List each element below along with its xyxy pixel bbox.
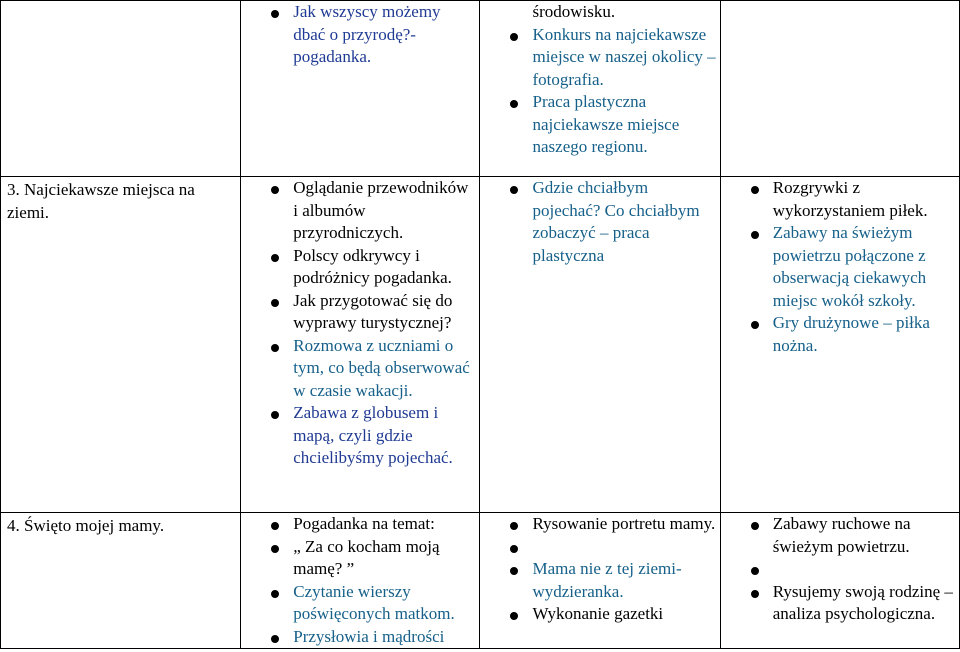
list-item-text: Gry drużynowe – piłka nożna. xyxy=(772,313,930,355)
topic-label: 3. Najciekawsze miejsca na ziemi. xyxy=(7,180,195,222)
bullet-icon xyxy=(271,411,279,419)
list-item-text: Jak wszyscy możemy dbać o przyrodę?- pogadanka. xyxy=(293,2,441,66)
bullet-icon xyxy=(271,186,279,194)
bullet-icon xyxy=(271,10,279,18)
list-item-text: Rozgrywki z wykorzystaniem piłek. xyxy=(772,178,928,220)
list-item xyxy=(480,1,719,24)
list-item xyxy=(480,603,719,626)
topic-cell xyxy=(1,177,241,513)
list-item-text: Oglądanie przewodników i albumów przyrodniczych. xyxy=(293,178,469,242)
list-item xyxy=(480,513,719,536)
list-item xyxy=(721,558,959,581)
list-item xyxy=(241,290,479,335)
activities-cell xyxy=(720,1,959,177)
list-item-text: Przysłowia i mądrości xyxy=(293,626,445,646)
list-item xyxy=(721,222,959,312)
bullet-list xyxy=(241,1,479,69)
list-item xyxy=(721,177,959,222)
list-item-text: Czytanie wierszy poświęconych matkom. xyxy=(293,581,455,623)
topic-label xyxy=(1,1,240,5)
bullet-icon xyxy=(751,590,759,598)
activities-cell xyxy=(241,513,480,649)
bullet-icon xyxy=(751,186,759,194)
list-item-text: Mama nie z tej ziemi-wydzieranka. xyxy=(532,559,682,601)
topic-label: 4. Święto mojej mamy. xyxy=(7,516,165,535)
list-item xyxy=(480,91,719,159)
list-item xyxy=(480,24,719,92)
activities-cell xyxy=(480,1,720,177)
table-row xyxy=(1,1,960,177)
bullet-icon xyxy=(271,590,279,598)
list-item xyxy=(241,245,479,290)
list-item-text: Zabawy ruchowe na świeżym powietrzu. xyxy=(772,514,911,556)
bullet-icon xyxy=(510,567,518,575)
bullet-list xyxy=(480,1,719,159)
list-item xyxy=(721,581,959,626)
activities-cell xyxy=(241,177,480,513)
list-item-text: Zabawy na świeżym powietrzu połączone z obserwacją ciekawych miejsc wokół szkoły. xyxy=(772,223,927,310)
bullet-list xyxy=(480,513,719,626)
list-item-text: „ Za co kocham moją mamę? ” xyxy=(293,536,440,578)
activities-cell xyxy=(241,1,480,177)
table-row xyxy=(1,513,960,649)
table-row xyxy=(1,177,960,513)
bullet-icon xyxy=(510,186,518,194)
list-item-text: Zabawa z globusem i mapą, czyli gdzie chcielibyśmy pojechać. xyxy=(293,403,453,467)
list-item xyxy=(241,581,479,626)
bullet-icon xyxy=(751,231,759,239)
bullet-icon xyxy=(510,100,518,108)
topic-cell xyxy=(1,513,241,649)
list-item-text: Polscy odkrywcy i podróżnicy pogadanka. xyxy=(293,245,452,287)
activities-cell xyxy=(720,513,959,649)
list-item-text: Pogadanka na temat: xyxy=(293,514,435,533)
list-item-text: środowisku. xyxy=(532,2,616,21)
list-item xyxy=(241,536,479,581)
list-item xyxy=(480,536,719,559)
list-item xyxy=(241,335,479,403)
bullet-icon xyxy=(510,522,518,530)
activities-cell xyxy=(720,177,959,513)
list-item-text: Gdzie chciałbym pojechać? Co chciałbym zobaczyć – praca plastyczna xyxy=(532,178,700,265)
bullet-list xyxy=(480,177,719,267)
bullet-icon xyxy=(751,321,759,329)
list-item-text: Rysowanie portretu mamy. xyxy=(532,514,716,533)
list-item-text: Rysujemy swoją rodzinę – analiza psychologiczna. xyxy=(772,581,953,623)
bullet-icon xyxy=(271,635,279,643)
list-item xyxy=(241,513,479,536)
bullet-icon xyxy=(510,33,518,41)
list-item xyxy=(241,177,479,245)
list-item xyxy=(480,177,719,267)
bullet-list xyxy=(721,513,959,626)
bullet-icon xyxy=(271,344,279,352)
list-item-text: Wykonanie gazetki xyxy=(532,604,664,623)
list-item-text: Jak przygotować się do wyprawy turystycznej? xyxy=(293,290,453,332)
bullet-list xyxy=(241,177,479,470)
list-item xyxy=(241,626,479,649)
list-item xyxy=(241,402,479,470)
list-item-text: Praca plastyczna najciekawsze miejsce naszego regionu. xyxy=(532,92,680,156)
activities-cell xyxy=(480,177,720,513)
list-item xyxy=(241,1,479,69)
bullet-icon xyxy=(510,545,518,553)
list-item xyxy=(721,513,959,558)
bullet-icon xyxy=(751,522,759,530)
list-item-text: Konkurs na najciekawsze miejsce w naszej okolicy – fotografia. xyxy=(532,24,716,89)
bullet-icon xyxy=(751,567,759,575)
bullet-icon xyxy=(271,299,279,307)
bullet-list xyxy=(721,177,959,357)
list-item xyxy=(721,312,959,357)
activities-cell xyxy=(480,513,720,649)
list-item-text: Rozmowa z uczniami o tym, co będą obserwować w czasie wakacji. xyxy=(293,335,470,400)
topic-cell xyxy=(1,1,241,177)
bullet-icon xyxy=(271,522,279,530)
bullet-icon xyxy=(510,612,518,620)
bullet-icon xyxy=(271,254,279,262)
bullet-list xyxy=(241,513,479,648)
list-item xyxy=(480,558,719,603)
bullet-icon xyxy=(271,545,279,553)
